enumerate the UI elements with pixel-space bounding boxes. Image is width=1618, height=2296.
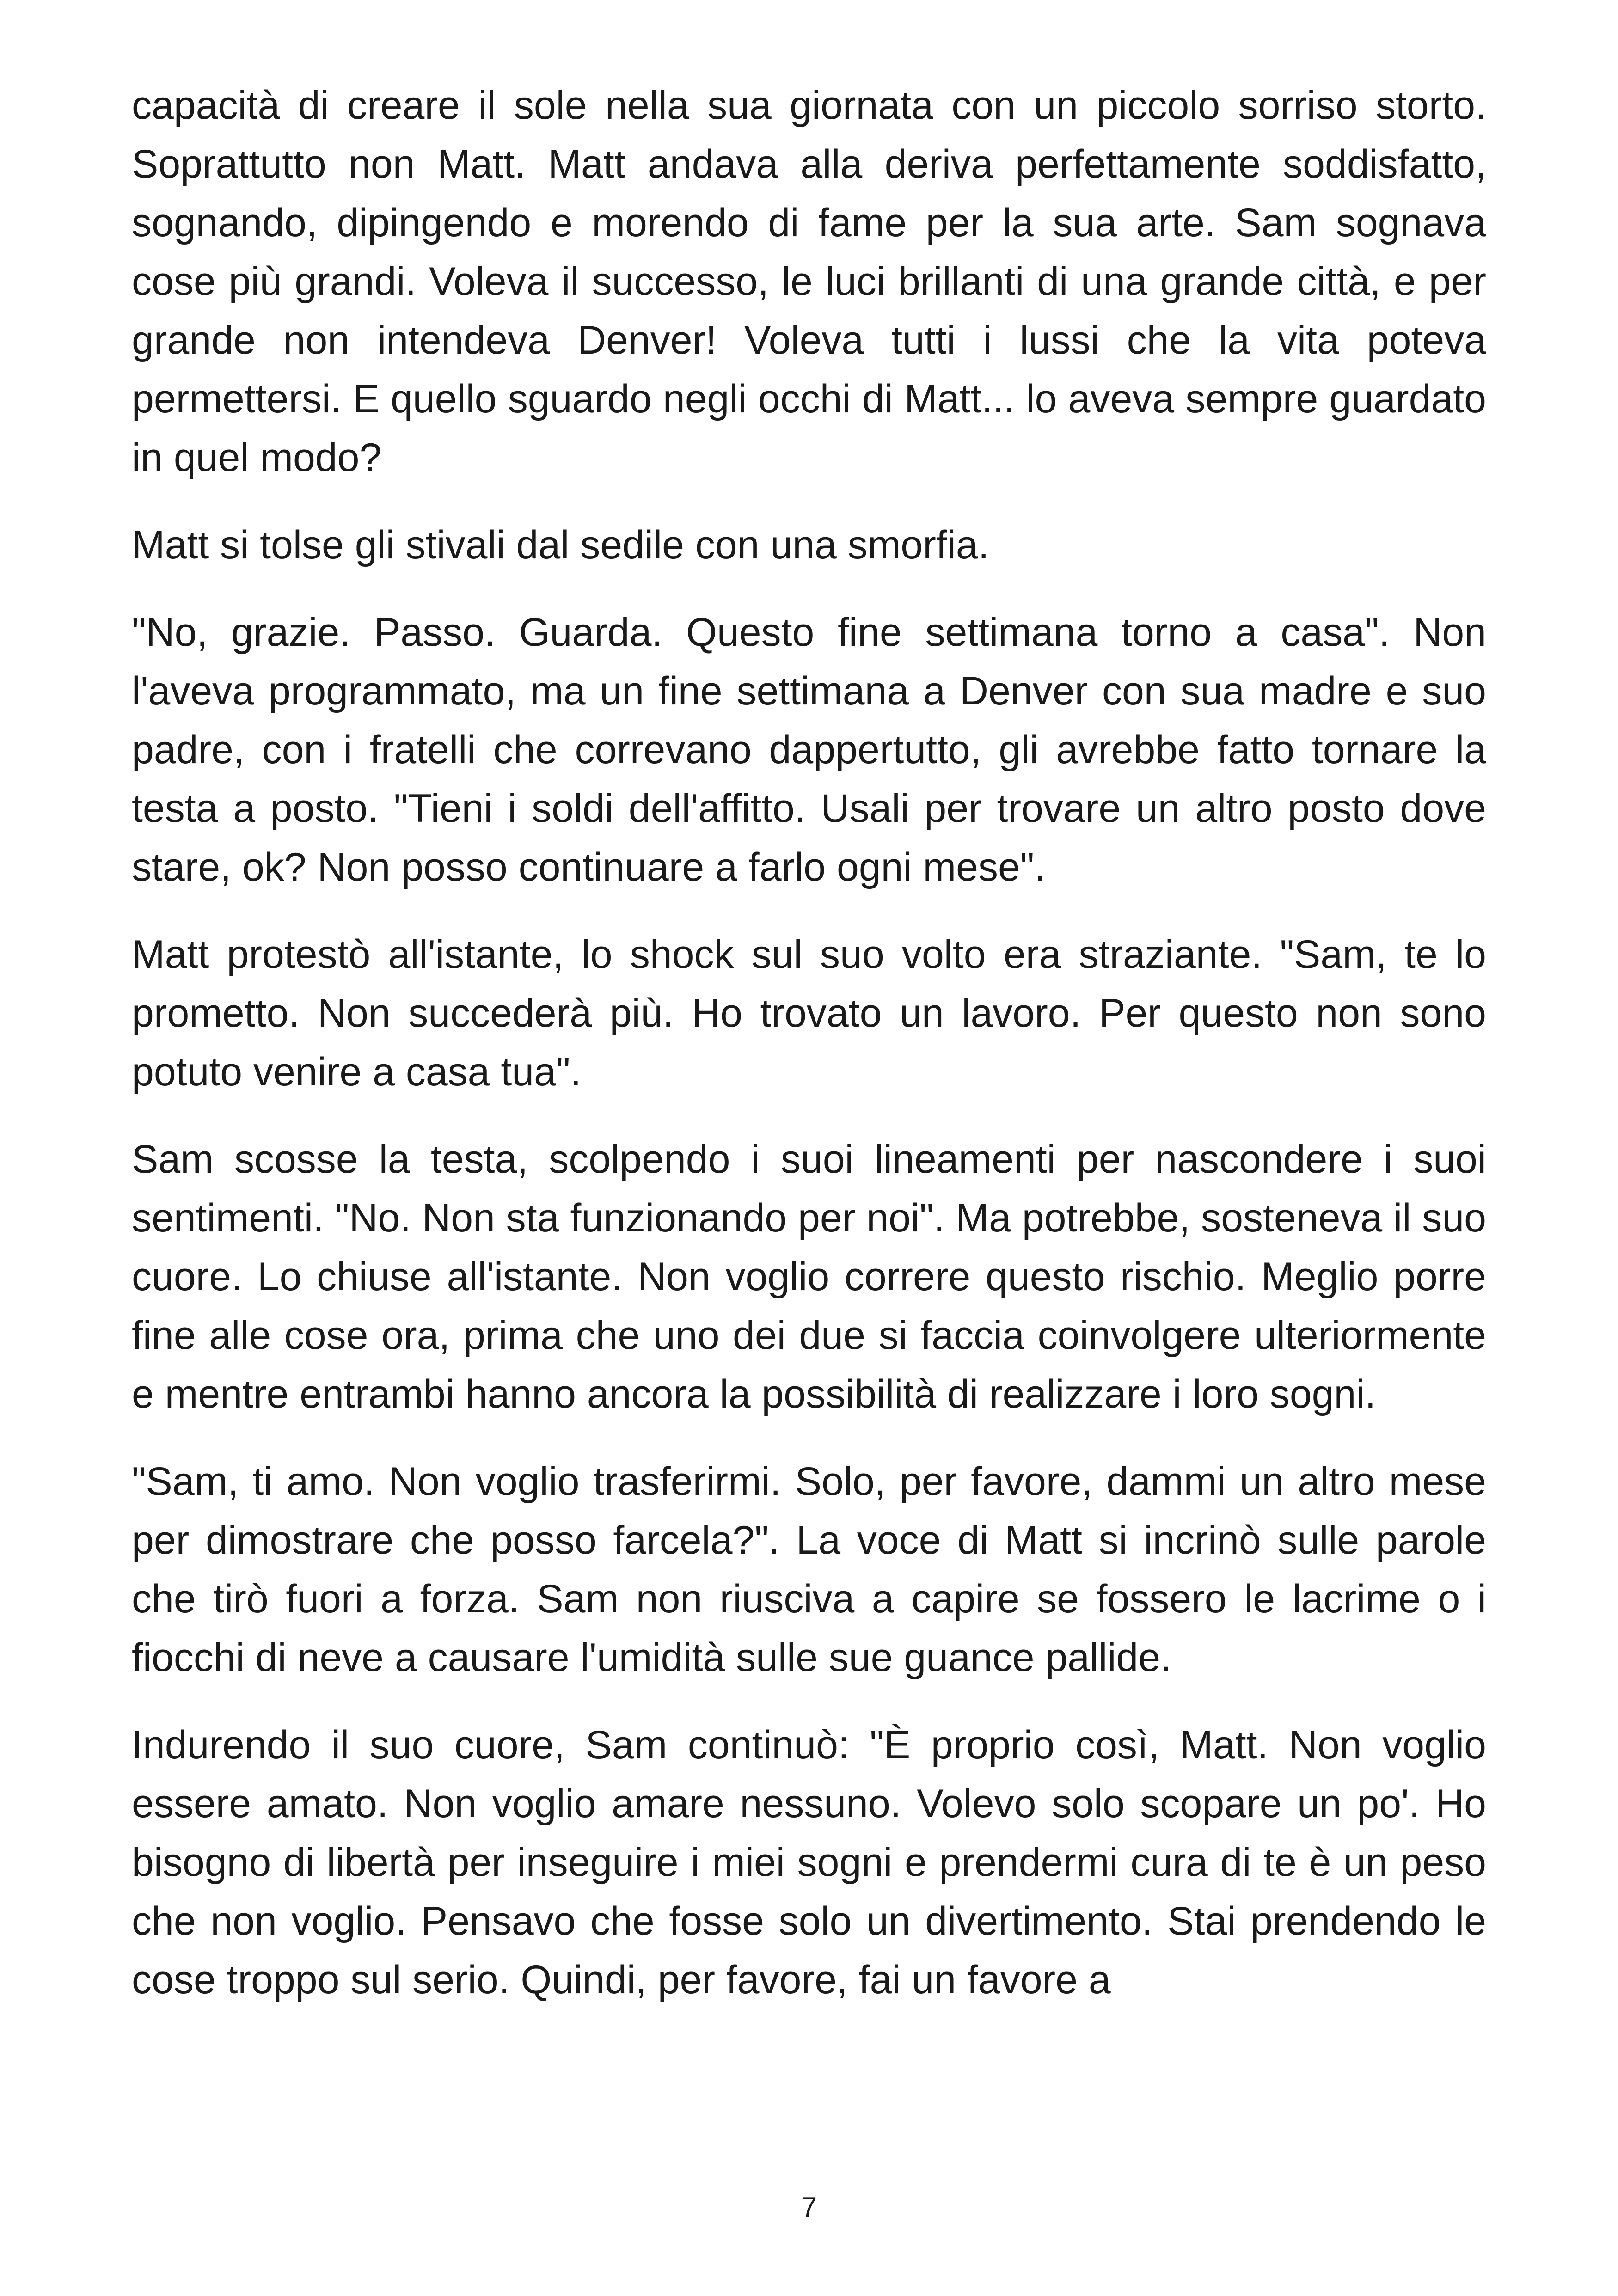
paragraph-1: capacità di creare il sole nella sua giornata con un piccolo sorriso storto. Soprattutto non Matt. Matt andava alla deriva perfettamente soddisfatto, sognando, dipingendo e morendo di fame per la sua arte. Sam sognava cose più grandi. Voleva il successo, le luci brillanti di una grande città, e per grande non intendeva Denver! Voleva tutti i lussi che la vita poteva permettersi. E quello sguardo negli occhi di Matt... lo aveva sempre guardato in quel modo? [132,83,1486,480]
paragraph-3: "No, grazie. Passo. Guarda. Questo fine settimana torno a casa". Non l'aveva programmato, ma un fine settimana a Denver con sua madre e suo padre, con i fratelli che correvano dappertutto, gli avrebbe fatto tornare la testa a posto. "Tieni i soldi dell'affitto. Usali per trovare un altro posto dove stare, ok? Non posso continuare a farlo ogni mese". [132,610,1486,889]
paragraph-6: "Sam, ti amo. Non voglio trasferirmi. Solo, per favore, dammi un altro mese per dimostrare che posso farcela?". La voce di Matt si incrinò sulle parole che tirò fuori a forza. Sam non riusciva a capire se fossero le lacrime o i fiocchi di neve a causare l'umidità sulle sue guance pallide. [132,1459,1486,1680]
paragraph-2: Matt si tolse gli stivali dal sedile con una smorfia. [132,523,989,567]
paragraph-7: Indurendo il suo cuore, Sam continuò: "È proprio così, Matt. Non voglio essere amato. Non voglio amare nessuno. Volevo solo scopare un po'. Ho bisogno di libertà per inseguire i miei sogni e prendermi cura di te è un peso che non voglio. Pensavo che fosse solo un divertimento. Stai prendendo le cose troppo sul serio. Quindi, per favore, fai un favore a [132,1723,1486,2002]
page-number: 7 [801,2192,817,2223]
paragraph-5: Sam scosse la testa, scolpendo i suoi lineamenti per nascondere i suoi sentimenti. "No. Non sta funzionando per noi". Ma potrebbe, sosteneva il suo cuore. Lo chiuse all'istante. Non voglio correre questo rischio. Meglio porre fine alle cose ora, prima che uno dei due si faccia coinvolgere ulteriormente e mentre entrambi hanno ancora la possibilità di realizzare i loro sogni. [132,1137,1486,1416]
body-text [132,76,1486,2038]
paragraph-4: Matt protestò all'istante, lo shock sul suo volto era straziante. "Sam, te lo prometto. Non succederà più. Ho trovato un lavoro. Per questo non sono potuto venire a casa tua". [132,932,1486,1094]
